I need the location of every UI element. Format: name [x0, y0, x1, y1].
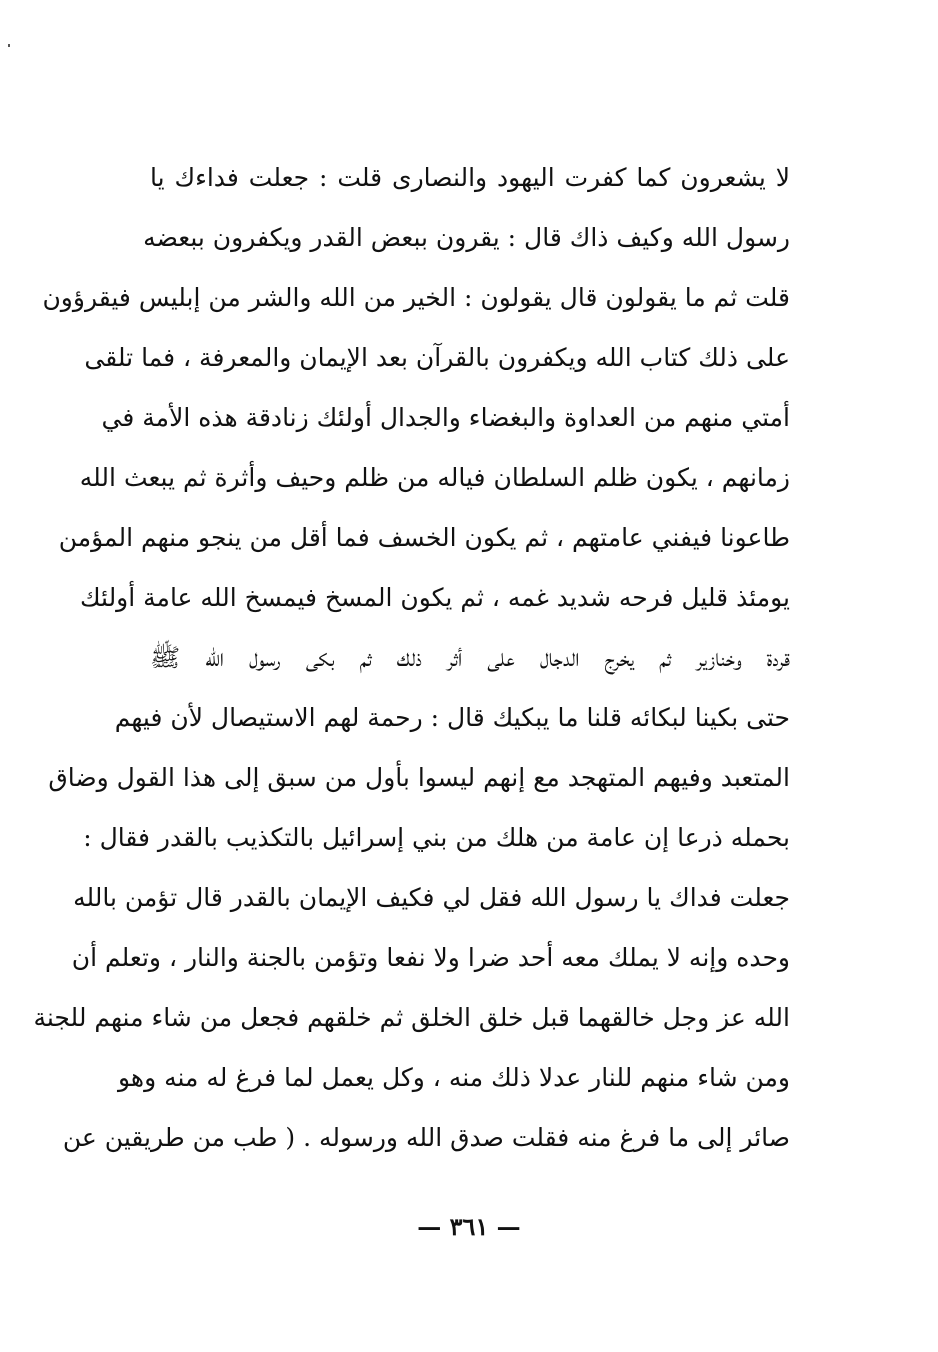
text-line: يومئذ قليل فرحه شديد غمه ، ثم يكون المسخ فيمسخ الله عامة أولئك — [79, 583, 790, 612]
text-line: ومن شاء منهم للنار عدلا ذلك منه ، وكل يعمل لما فرغ له منه وهو — [117, 1063, 790, 1092]
text-line: الله عز وجل خالقهما قبل خلق الخلق ثم خلقهم فجعل من شاء منهم للجنة — [33, 1003, 790, 1032]
text-line: طاعونا فيفني عامتهم ، ثم يكون الخسف فما أقل من ينجو منهم المؤمن — [58, 523, 790, 552]
text-line: على ذلك كتاب الله ويكفرون بالقرآن بعد الإيمان والمعرفة ، فما تلقى — [84, 343, 790, 372]
body-text — [33, 148, 790, 1168]
text-line: زمانهم ، يكون ظلم السلطان فياله من ظلم وحيف وأثرة ثم يبعث الله — [79, 463, 790, 492]
text-line: قلت ثم ما يقولون قال يقولون : الخير من الله والشر من إبليس فيقرؤون — [42, 283, 790, 312]
text-line: وحده وإنه لا يملك معه أحد ضرا ولا نفعا وتؤمن بالجنة والنار ، وتعلم أن — [71, 943, 790, 972]
text-line: لا يشعرون كما كفرت اليهود والنصارى قلت : جعلت فداءك يا — [150, 163, 790, 192]
scan-speck — [8, 44, 10, 47]
text-line: رسول الله وكيف ذاك قال : يقرون ببعض القدر ويكفرون ببعضه — [143, 223, 790, 252]
text-line: بحمله ذرعا إن عامة من هلك من بني إسرائيل بالتكذيب بالقدر فقال : — [83, 823, 790, 852]
text-line: المتعبد وفيهم المتهجد مع إنهم ليسوا بأول من سبق إلى هذا القول وضاق — [48, 763, 790, 792]
text-line: قردة وخنازير ثم يخرج الدجال على أثر ذلك ثم بكى رسول الله ﷺ — [150, 643, 790, 672]
text-line: صائر إلى ما فرغ منه فقلت صدق الله ورسوله . ( طب من طريقين عن — [62, 1123, 790, 1152]
text-line: جعلت فداك يا رسول الله فقل لي فكيف الإيمان بالقدر قال تؤمن بالله — [73, 883, 790, 912]
text-line: حتى بكينا لبكائه قلنا ما يبكيك قال : رحمة لهم الاستيصال لأن فيهم — [114, 703, 790, 732]
page-number: — ٣٦١ — — [417, 1212, 521, 1241]
text-line: أمتي منهم من العداوة والبغضاء والجدال أولئك زنادقة هذه الأمة في — [101, 403, 790, 432]
